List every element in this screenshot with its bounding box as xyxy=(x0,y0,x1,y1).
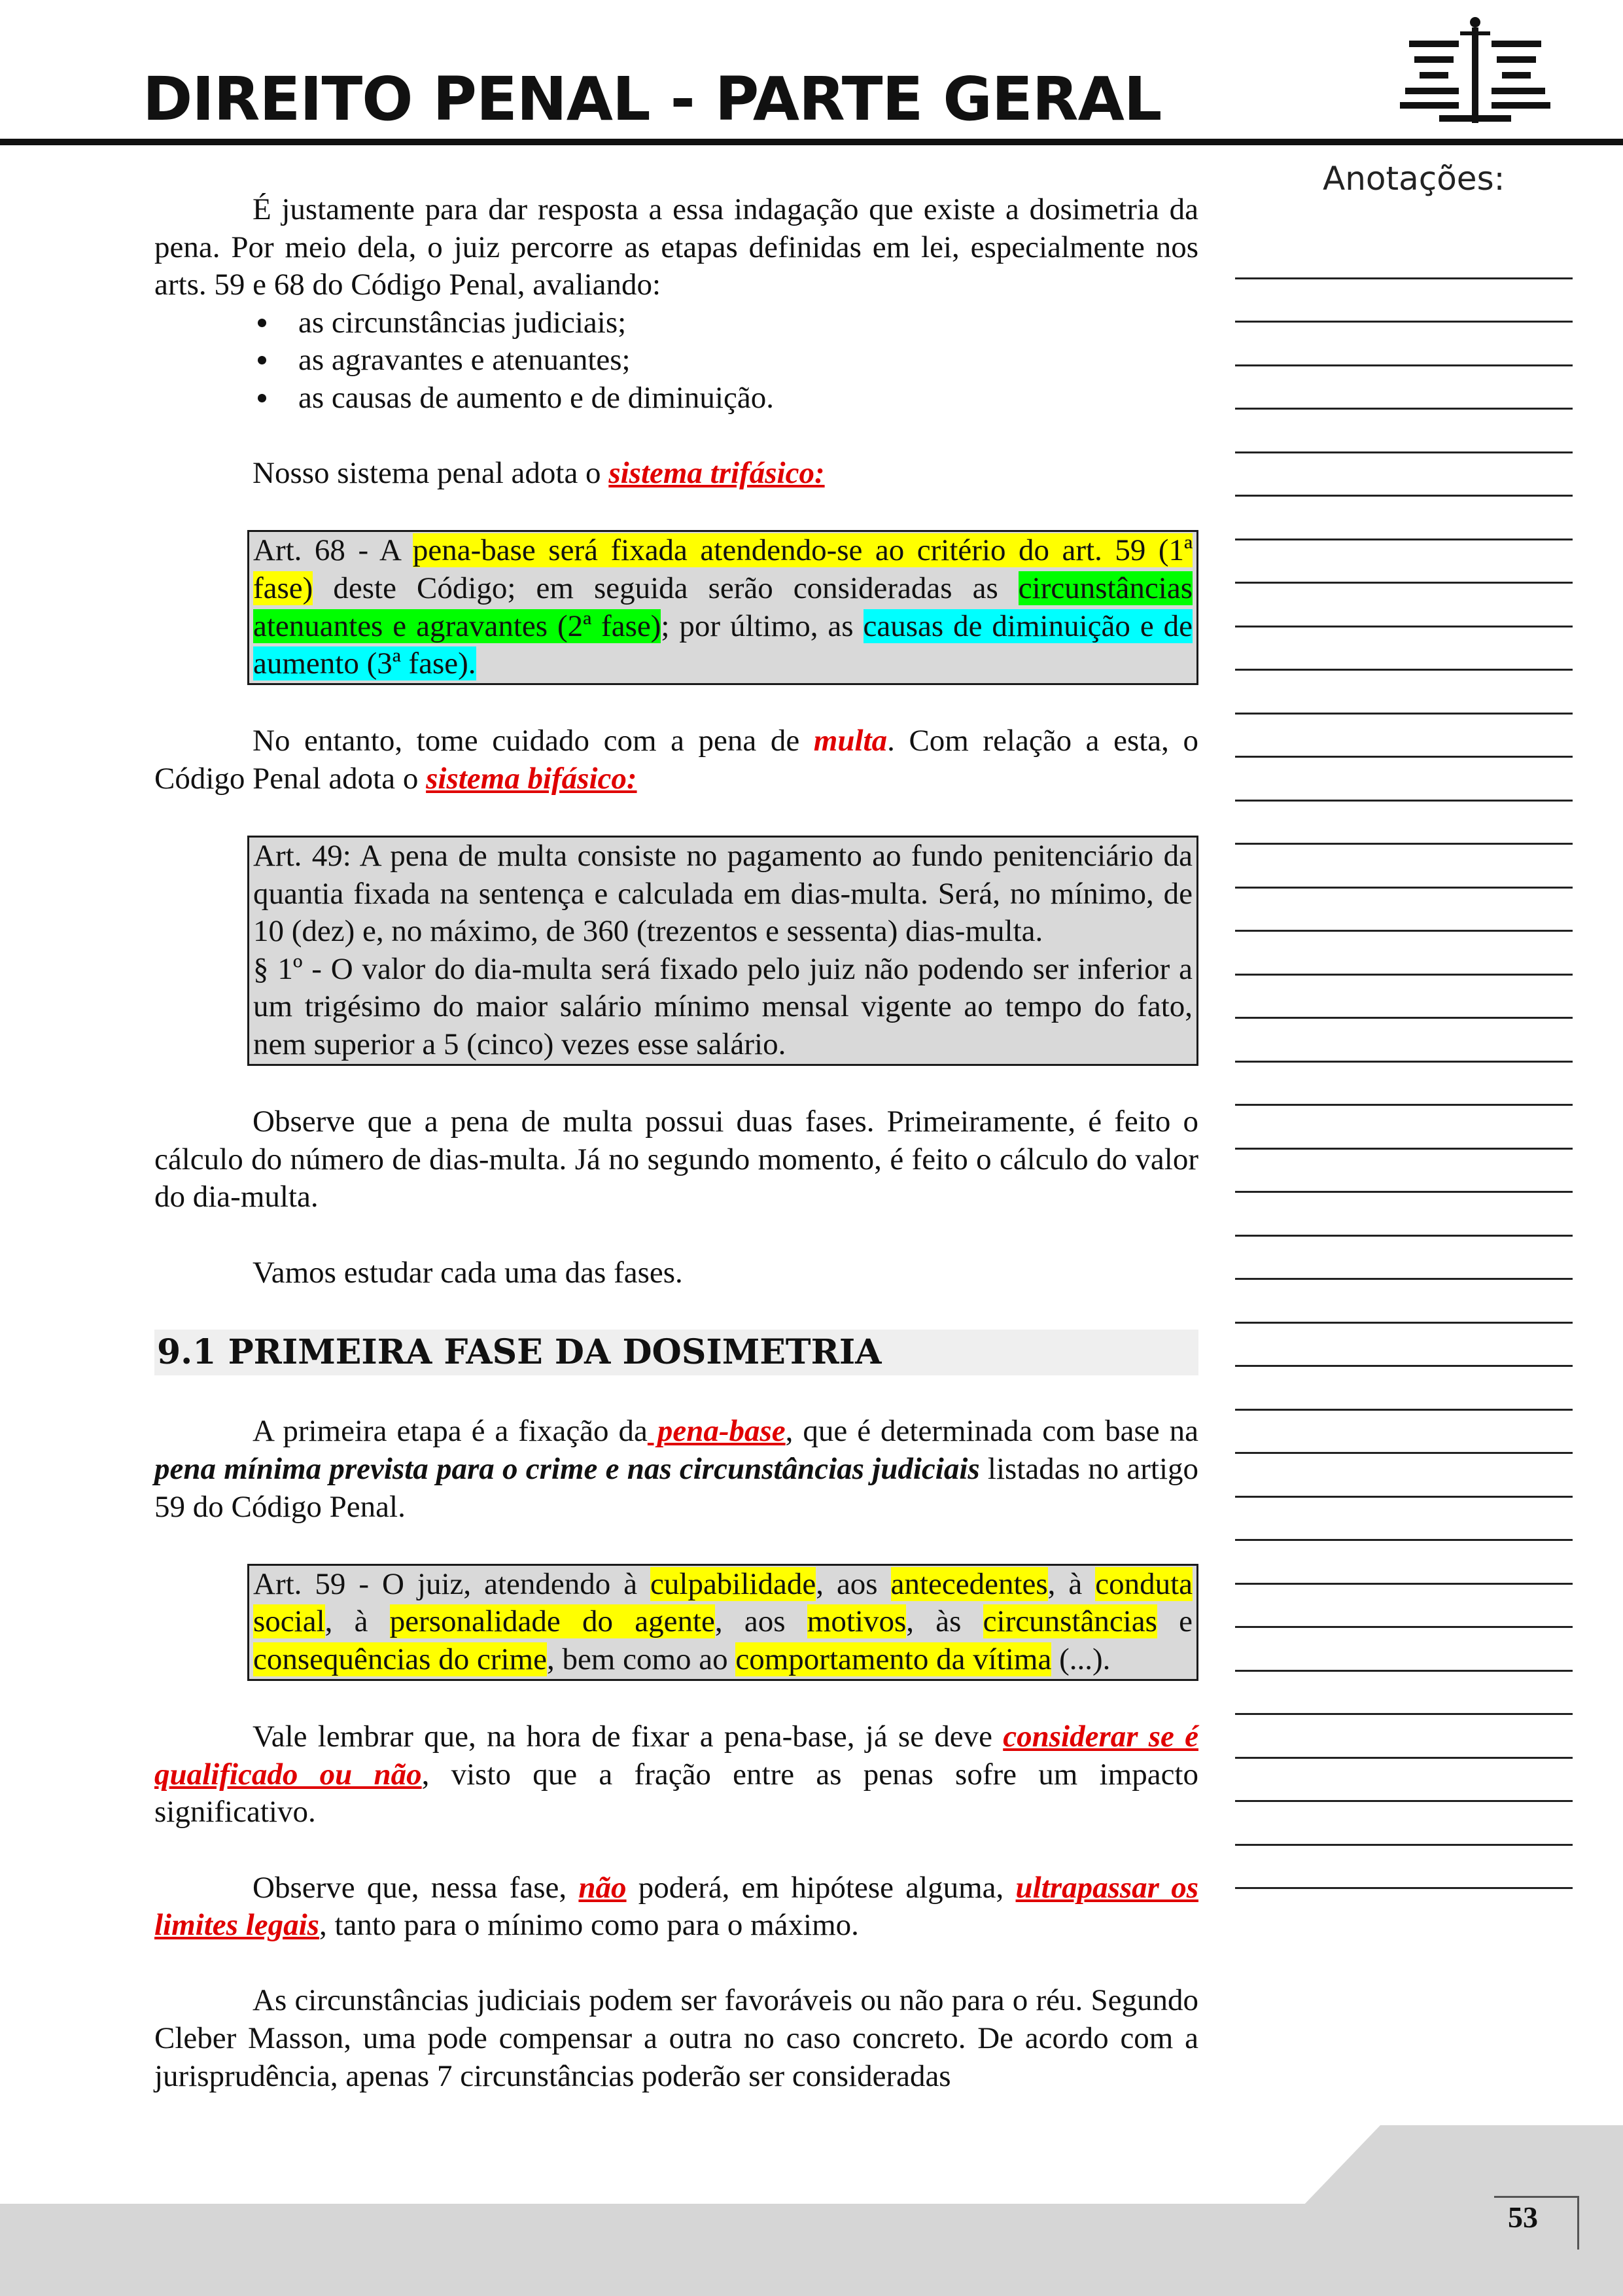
footer-band xyxy=(0,2204,1623,2296)
annotation-line[interactable] xyxy=(1235,279,1573,323)
annotation-lines[interactable] xyxy=(1235,236,1573,1889)
annotation-line[interactable] xyxy=(1235,410,1573,453)
annotation-line[interactable] xyxy=(1235,1150,1573,1193)
annotation-line[interactable] xyxy=(1235,1367,1573,1411)
annotation-line[interactable] xyxy=(1235,540,1573,584)
text-span: , que é determinada com base na xyxy=(785,1414,1198,1449)
text-span: deste Código; em seguida serão consideradas as xyxy=(313,571,1019,605)
footer-tab xyxy=(1302,2125,1623,2207)
text-span: , às xyxy=(906,1604,983,1639)
text-span: . Com relação a esta, o Código Penal adota o xyxy=(154,724,1198,796)
annotation-line[interactable] xyxy=(1235,1541,1573,1585)
art-49-paragraph-1: § 1º - O valor do dia-multa será fixado pelo juiz não podendo ser inferior a um trigésimo do maior salário mínimo mensal vigente ao tempo do fato, nem superior a 5 (cinco) vezes esse salário. xyxy=(253,951,1193,1062)
page-header-title: DIREITO PENAL - PARTE GERAL xyxy=(143,64,1162,134)
annotation-line[interactable] xyxy=(1235,1193,1573,1237)
qualificado-term: considerar se é qualificado ou não xyxy=(154,1720,1198,1792)
annotation-line[interactable] xyxy=(1235,1715,1573,1759)
page-number: 53 xyxy=(1508,2200,1538,2234)
annotation-line[interactable] xyxy=(1235,845,1573,889)
text-span: No entanto, tome cuidado com a pena de xyxy=(253,724,814,758)
highlight-yellow: pena-base será fixada atendendo-se ao critério do art. 59 (1ª fase) xyxy=(253,533,1193,605)
annotation-line[interactable] xyxy=(1235,1019,1573,1063)
text-span: A primeira etapa é a fixação da xyxy=(253,1414,648,1449)
annotation-line[interactable] xyxy=(1235,976,1573,1019)
text-span: (...). xyxy=(1051,1642,1111,1676)
annotations-label: Anotações: xyxy=(1323,160,1505,198)
annotation-line[interactable] xyxy=(1235,889,1573,932)
text-span: , bem como ao xyxy=(546,1642,736,1676)
annotation-line[interactable] xyxy=(1235,1759,1573,1803)
bullet-item: as causas de aumento e de diminuição. xyxy=(298,380,1198,417)
annotation-line[interactable] xyxy=(1235,1237,1573,1280)
annotation-line[interactable] xyxy=(1235,1498,1573,1542)
highlight-yellow: personalidade do agente xyxy=(389,1604,715,1639)
annotation-line[interactable] xyxy=(1235,453,1573,497)
highlight-cyan: causas de diminuição e de aumento (3ª fase). xyxy=(253,609,1193,681)
annotation-line[interactable] xyxy=(1235,236,1573,279)
highlight-yellow: comportamento da vítima xyxy=(735,1642,1052,1676)
observe-multa-paragraph: Observe que a pena de multa possui duas fases. Primeiramente, é feito o cálculo do número de dias-multa. Já no segundo momento, é feito o cálculo do valor do dia-multa. xyxy=(154,1104,1198,1214)
text-span: ; por último, as xyxy=(661,609,864,643)
text-span: poderá, em hipótese alguma, xyxy=(626,1870,1016,1905)
art-68-quote xyxy=(247,530,1198,684)
document-body xyxy=(154,191,1198,2095)
annotation-line[interactable] xyxy=(1235,715,1573,758)
header-rule xyxy=(0,139,1623,145)
text-span: Art. 68 - A xyxy=(253,533,413,568)
trifasico-paragraph xyxy=(154,455,1198,493)
multa-paragraph xyxy=(154,722,1198,798)
annotation-line[interactable] xyxy=(1235,323,1573,366)
highlight-green: circunstâncias atenuantes e agravantes (2ª fase) xyxy=(253,571,1193,643)
text-span: Vale lembrar que, na hora de fixar a pena-base, já se deve xyxy=(253,1720,1003,1754)
annotation-line[interactable] xyxy=(1235,1628,1573,1672)
lembrar-paragraph xyxy=(154,1718,1198,1831)
annotation-line[interactable] xyxy=(1235,1411,1573,1455)
bullet-list xyxy=(154,304,1198,417)
annotation-line[interactable] xyxy=(1235,932,1573,976)
highlight-yellow: culpabilidade xyxy=(650,1566,816,1601)
bullet-item: as circunstâncias judiciais; xyxy=(298,304,1198,342)
sistema-trifasico-term: sistema trifásico: xyxy=(608,456,825,491)
highlight-yellow: conduta social xyxy=(253,1566,1193,1639)
text-span: , tanto para o mínimo como para o máximo. xyxy=(319,1908,859,1943)
text-span: Nosso sistema penal adota o xyxy=(253,456,609,491)
annotation-line[interactable] xyxy=(1235,758,1573,802)
annotation-line[interactable] xyxy=(1235,802,1573,845)
text-span: Observe que, nessa fase, xyxy=(253,1870,579,1905)
circunstancias-paragraph: As circunstâncias judiciais podem ser favoráveis ou não para o réu. Segundo Cleber Masson, uma pode compensar a outra no caso concreto. De acordo com a jurisprudência, apenas 7 circunstâncias poderão ser consideradas xyxy=(154,1983,1198,2093)
pena-base-term: pena-base xyxy=(647,1414,786,1449)
annotation-line[interactable] xyxy=(1235,1454,1573,1498)
text-span: , à xyxy=(1047,1566,1096,1601)
text-span: Art. 59 - O juiz, atendendo à xyxy=(253,1566,651,1601)
multa-term: multa xyxy=(813,724,888,758)
limites-legais-term: ultrapassar os limites legais xyxy=(154,1870,1198,1943)
text-span: , à xyxy=(324,1604,390,1639)
annotation-line[interactable] xyxy=(1235,1672,1573,1716)
art-59-quote xyxy=(247,1564,1198,1681)
text-span: , aos xyxy=(714,1604,807,1639)
annotation-line[interactable] xyxy=(1235,1585,1573,1629)
annotation-line[interactable] xyxy=(1235,1106,1573,1150)
balance-pillar-logo-icon xyxy=(1400,17,1550,123)
annotation-line[interactable] xyxy=(1235,1280,1573,1324)
intro-paragraph: É justamente para dar resposta a essa indagação que existe a dosimetria da pena. Por meio dela, o juiz percorre as etapas definidas em lei, especialmente nos arts. 59 e 68 do Código Penal, avaliando: xyxy=(154,192,1198,302)
primeira-fase-paragraph xyxy=(154,1413,1198,1526)
sistema-bifasico-term: sistema bifásico: xyxy=(426,761,637,796)
text-span: , visto que a fração entre as penas sofre um impacto significativo. xyxy=(154,1757,1198,1829)
annotation-line[interactable] xyxy=(1235,366,1573,410)
art-49-caput: Art. 49: A pena de multa consiste no pagamento ao fundo penitenciário da quantia fixada na sentença e calculada em dias-multa. Será, no mínimo, de 10 (dez) e, no máximo, de 360 (trezentos e sessenta) dias-multa. xyxy=(253,839,1193,949)
section-heading: 9.1 PRIMEIRA FASE DA DOSIMETRIA xyxy=(154,1330,1198,1375)
highlight-yellow: circunstâncias xyxy=(983,1604,1157,1639)
text-span: e xyxy=(1157,1604,1193,1639)
annotation-line[interactable] xyxy=(1235,1063,1573,1106)
vamos-paragraph: Vamos estudar cada uma das fases. xyxy=(253,1255,683,1290)
annotation-line[interactable] xyxy=(1235,497,1573,540)
bold-italic-emphasis: pena mínima prevista para o crime e nas circunstâncias judiciais xyxy=(154,1452,980,1486)
text-span: listadas no artigo 59 do Código Penal. xyxy=(154,1452,1198,1524)
annotation-line[interactable] xyxy=(1235,584,1573,627)
nao-term: não xyxy=(578,1870,627,1905)
bullet-item: as agravantes e atenuantes; xyxy=(298,342,1198,380)
annotation-line[interactable] xyxy=(1235,1846,1573,1890)
limites-paragraph xyxy=(154,1869,1198,1945)
highlight-yellow: consequências do crime xyxy=(253,1642,547,1676)
art-49-quote xyxy=(247,836,1198,1066)
highlight-yellow: antecedentes xyxy=(890,1566,1048,1601)
text-span: , aos xyxy=(816,1566,891,1601)
annotation-line[interactable] xyxy=(1235,1324,1573,1368)
annotation-line[interactable] xyxy=(1235,1802,1573,1846)
highlight-yellow: motivos xyxy=(807,1604,907,1639)
annotation-line[interactable] xyxy=(1235,671,1573,715)
annotation-line[interactable] xyxy=(1235,627,1573,671)
